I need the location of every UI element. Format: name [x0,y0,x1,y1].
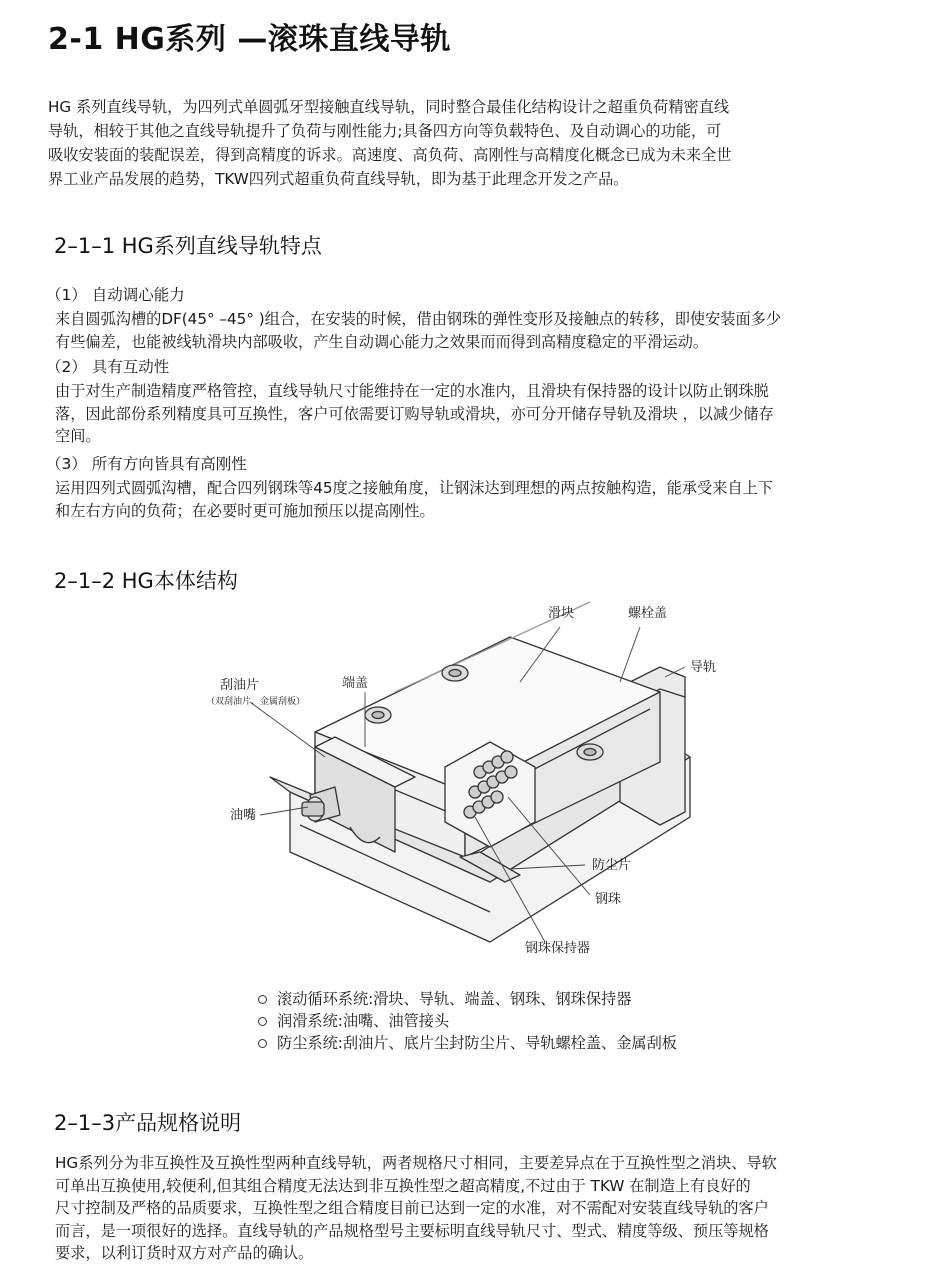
label-retainer: 钢珠保持器 [525,941,591,956]
label-ball: 钢珠 [595,892,622,907]
structure-heading: 2–1–2 HG本体结构 [54,569,238,593]
label-end-cap: 端盖 [342,676,369,691]
feature-line: 来自圆弧沟槽的DF(45° –45° )组合，在安装的时候，借由钢珠的弹性变形及接触点的转移，即使安装面多少 [55,310,782,328]
intro-paragraph [48,95,888,191]
feature-body-1 [55,308,895,353]
legend-item [258,1032,677,1054]
legend-item [258,1010,677,1032]
label-bolt-cap: 螺栓盖 [628,606,668,621]
feature-line: 运用四列式圆弧沟槽，配合四列钢珠等45度之接触角度，让钢沫达到理想的两点按触构造，能承受来自上下 [55,479,773,497]
linear-guide-diagram [190,597,717,967]
legend-text: 润滑系统:油嘴、油管接头 [277,1012,450,1030]
structure-legend [258,988,677,1054]
spec-line: 而言，是一项很好的选择。直线导轨的产品规格型号主要标明直线导轨尺寸、型式、精度等级、预压等规格 [55,1221,769,1240]
label-scraper: 刮油片 [220,678,260,693]
legend-text: 防尘系统:刮油片、底片尘封防尘片、导轨螺栓盖、金属刮板 [277,1034,677,1052]
feature-title-2: （2） 具有互动性 [46,358,170,376]
label-rail: 导轨 [690,660,717,675]
circle-bullet-icon [258,1039,267,1048]
label-slider: 滑块 [548,606,575,621]
page-title: 2-1 HG系列 —滚珠直线导轨 [48,22,451,57]
spec-line: 尺寸控制及严格的品质要求，互换性型之组合精度目前已达到一定的水准，对不需配对安装直线导轨的客户 [55,1199,769,1217]
circle-bullet-icon [258,1017,267,1026]
feature-title-1: （1） 自动调心能力 [46,286,185,304]
feature-line: 有些偏差，也能被线轨滑块内部吸收，产生自动调心能力之效果而而得到高精度稳定的平滑运动。 [55,332,709,351]
spec-heading: 2–1–3产品规格说明 [54,1111,242,1135]
feature-title-3: （3） 所有方向皆具有高刚性 [46,455,247,473]
spec-line: HG系列分为非互换性及互换性型两种直线导轨，两者规格尺寸相同，主要差异点在于互换性型之消块、导软 [55,1154,777,1172]
feature-line: 由于对生产制造精度严格管控，直线导轨尺寸能维持在一定的水准内，且滑块有保持器的设计以防止钢珠脱 [55,382,769,400]
label-dust-seal: 防尘片 [592,858,632,873]
legend-item [258,988,677,1010]
feature-line: 落，因此部份系列精度具可互换性，客户可依需要订购导轨或滑块，亦可分开储存导轨及滑块 ，以减少储存 [55,404,774,423]
feature-body-2 [55,380,895,448]
label-grease-nipple: 油嘴 [230,808,257,823]
spec-line: 要求，以利订货时双方对产品的确认。 [55,1244,314,1262]
intro-line: HG 系列直线导轨，为四列式单圆弧牙型接触直线导轨，同时整合最佳化结构设计之超重负荷精密直线 [48,98,730,116]
spec-line: 可单出互换使用,较便利,但其组合精度无法达到非互换性型之超高精度,不过由于 TKW 在制造上有良好的 [55,1176,751,1195]
spec-paragraph [55,1152,890,1265]
legend-text: 滚动循环系统:滑块、导轨、端盖、钢珠、钢珠保持器 [277,990,632,1008]
circle-bullet-icon [258,995,267,1004]
intro-line: 吸收安装面的装配误差，得到高精度的诉求。高速度、高负荷、高刚性与高精度化概念已成为未来全世 [48,146,732,164]
features-heading: 2–1–1 HG系列直线导轨特点 [54,234,322,258]
intro-line: 界工业产品发展的趋势，TKW四列式超重负荷直线导轨，即为基于此理念开发之产品。 [48,170,629,188]
feature-line: 空间。 [55,427,101,445]
label-scraper-note: （双刮油片、金属刮板） [206,697,306,707]
feature-line: 和左右方向的负荷；在必要时更可施加预压以提高刚性。 [55,501,435,520]
intro-line: 导轨，相较于其他之直线导轨提升了负荷与刚性能力;具备四方向等负载特色、及自动调心的功能，可 [48,122,722,140]
feature-body-3 [55,477,895,522]
